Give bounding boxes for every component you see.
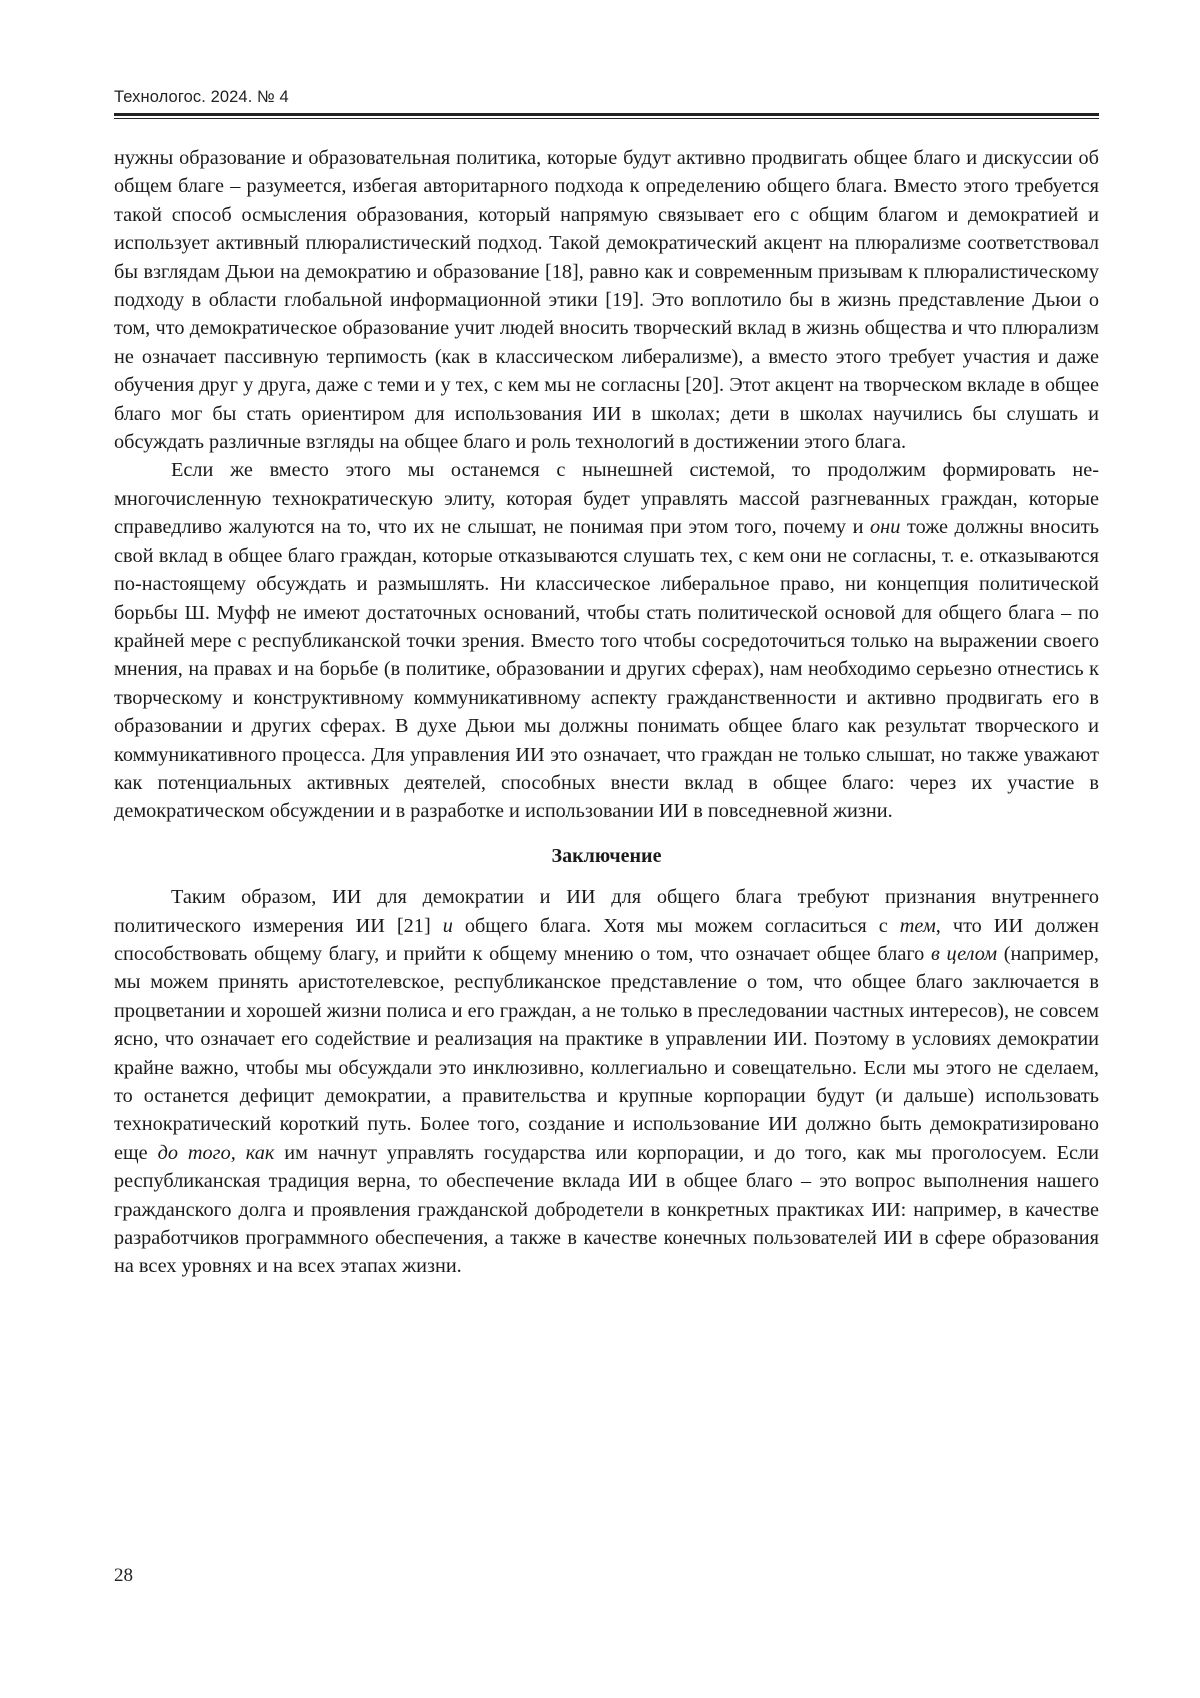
italic-emphasis: они xyxy=(870,516,901,539)
paragraph-conclusion xyxy=(114,883,1099,1281)
section-heading-conclusion: Заключение xyxy=(551,844,662,867)
paragraph-text: общего блага. Хотя мы можем согласиться с xyxy=(452,914,900,937)
running-header: Технологос. 2024. № 4 xyxy=(114,88,289,106)
paragraph-text: Таким образом, ИИ для демократии и ИИ для общего блага требуют признания внутреннего политического измерения ИИ [21] xyxy=(114,886,1099,937)
italic-emphasis: в целом xyxy=(930,942,998,965)
paragraph-text: им начнут управлять государства или корпорации, и до того, как мы проголосуем. Если республиканская традиция верна, то обеспечение вклада ИИ в общее благо – это вопрос выполнения нашего гражданского долга и проявления гражданской добродетели в конкретных практиках ИИ: например, в качестве разработчиков программного обеспечения, а также в качестве конечных пользователей ИИ в сфере образования на всех уровнях и на всех этапах жизни. xyxy=(114,1141,1099,1278)
paragraph-text: , что ИИ должен способствовать общему благу, и прийти к общему мнению о том, что означает общее благо xyxy=(114,914,1099,965)
paragraph-text: Если же вместо этого мы останемся с нынешней системой, то продолжим формировать немногочисленную технократическую элиту, которая будет управлять массой разгневанных граждан, которые справедливо жалуются на то, что их не слышат, не понимая при этом того, почему и xyxy=(114,459,1099,539)
italic-emphasis: тем xyxy=(899,914,936,937)
italic-emphasis: до того, как xyxy=(157,1141,275,1164)
paragraph-technocratic-elite xyxy=(114,456,1099,825)
header-rule-thick xyxy=(114,113,1099,116)
paragraph-text: (например, мы можем принять аристотелевское, республиканское представление о том, что общее благо заключается в процветании и хорошей жизни полиса и его граждан, а не только в преследовании частных интересов), не совсем ясно, что означает его содействие и реализация на практике в управлении ИИ. Поэтому в условиях демократии крайне важно, чтобы мы обсуждали это инклюзивно, коллегиально и совещательно. Если мы этого не сделаем, то останется дефицит демократии, а правительства и крупные корпорации будут (и дальше) использовать технократический короткий путь. Более того, создание и использование ИИ должно быть демократизировано еще xyxy=(114,942,1099,1164)
header-rule-thin xyxy=(114,118,1099,119)
italic-emphasis: и xyxy=(442,914,453,937)
paragraph-continuation: нужны образование и образовательная политика, которые будут активно продвигать общее благо и дискуссии об общем благе – разумеется, избегая авторитарного подхода к определению общего блага. Вместо этого требуется такой способ осмысления образования, который напрямую связывает его с общим благом и демократией и использует активный плюралистический подход. Такой демократический акцент на плюрализме соответствовал бы взглядам Дьюи на демократию и образование [18], равно как и современным призывам к плюралистическому подходу в области глобальной информационной этики [19]. Это воплотило бы в жизнь представление Дьюи о том, что демократическое образование учит людей вносить творческий вклад в жизнь общества и что плюрализм не означает пассивную терпимость (как в классическом либерализме), а вместо этого требует участия и даже обучения друг у друга, даже с теми и у тех, с кем мы не согласны [20]. Этот акцент на творческом вкладе в общее благо мог бы стать ориентиром для использования ИИ в школах; дети в школах научились бы слушать и обсуждать различные взгляды на общее благо и роль технологий в достижении этого блага. xyxy=(114,147,1099,454)
page-number: 28 xyxy=(114,1565,133,1586)
paragraph-text: тоже должны вносить свой вклад в общее благо граждан, которые отказываются слушать тех, с кем они не согласны, т. е. отказываются по-настоящему обсуждать и размышлять. Ни классическое либеральное право, ни концепция политической борьбы Ш. Муфф не имеют достаточных оснований, чтобы стать политической основой для общего блага – по крайней мере с республиканской точки зрения. Вместо того чтобы сосредоточиться только на выражении своего мнения, на правах и на борьбе (в политике, образовании и других сферах), нам необходимо серьезно отнестись к творческому и конструктивному коммуникативному аспекту гражданственности и активно продвигать его в образовании и других сферах. В духе Дьюи мы должны понимать общее благо как результат творческого и коммуникативного процесса. Для управления ИИ это означает, что граждан не только слышат, но также уважают как потенциальных активных деятелей, способных внести вклад в общее благо: через их участие в демократическом обсуждении и в разработке и использовании ИИ в повседневной жизни. xyxy=(114,516,1099,823)
article-body xyxy=(114,144,1099,1281)
